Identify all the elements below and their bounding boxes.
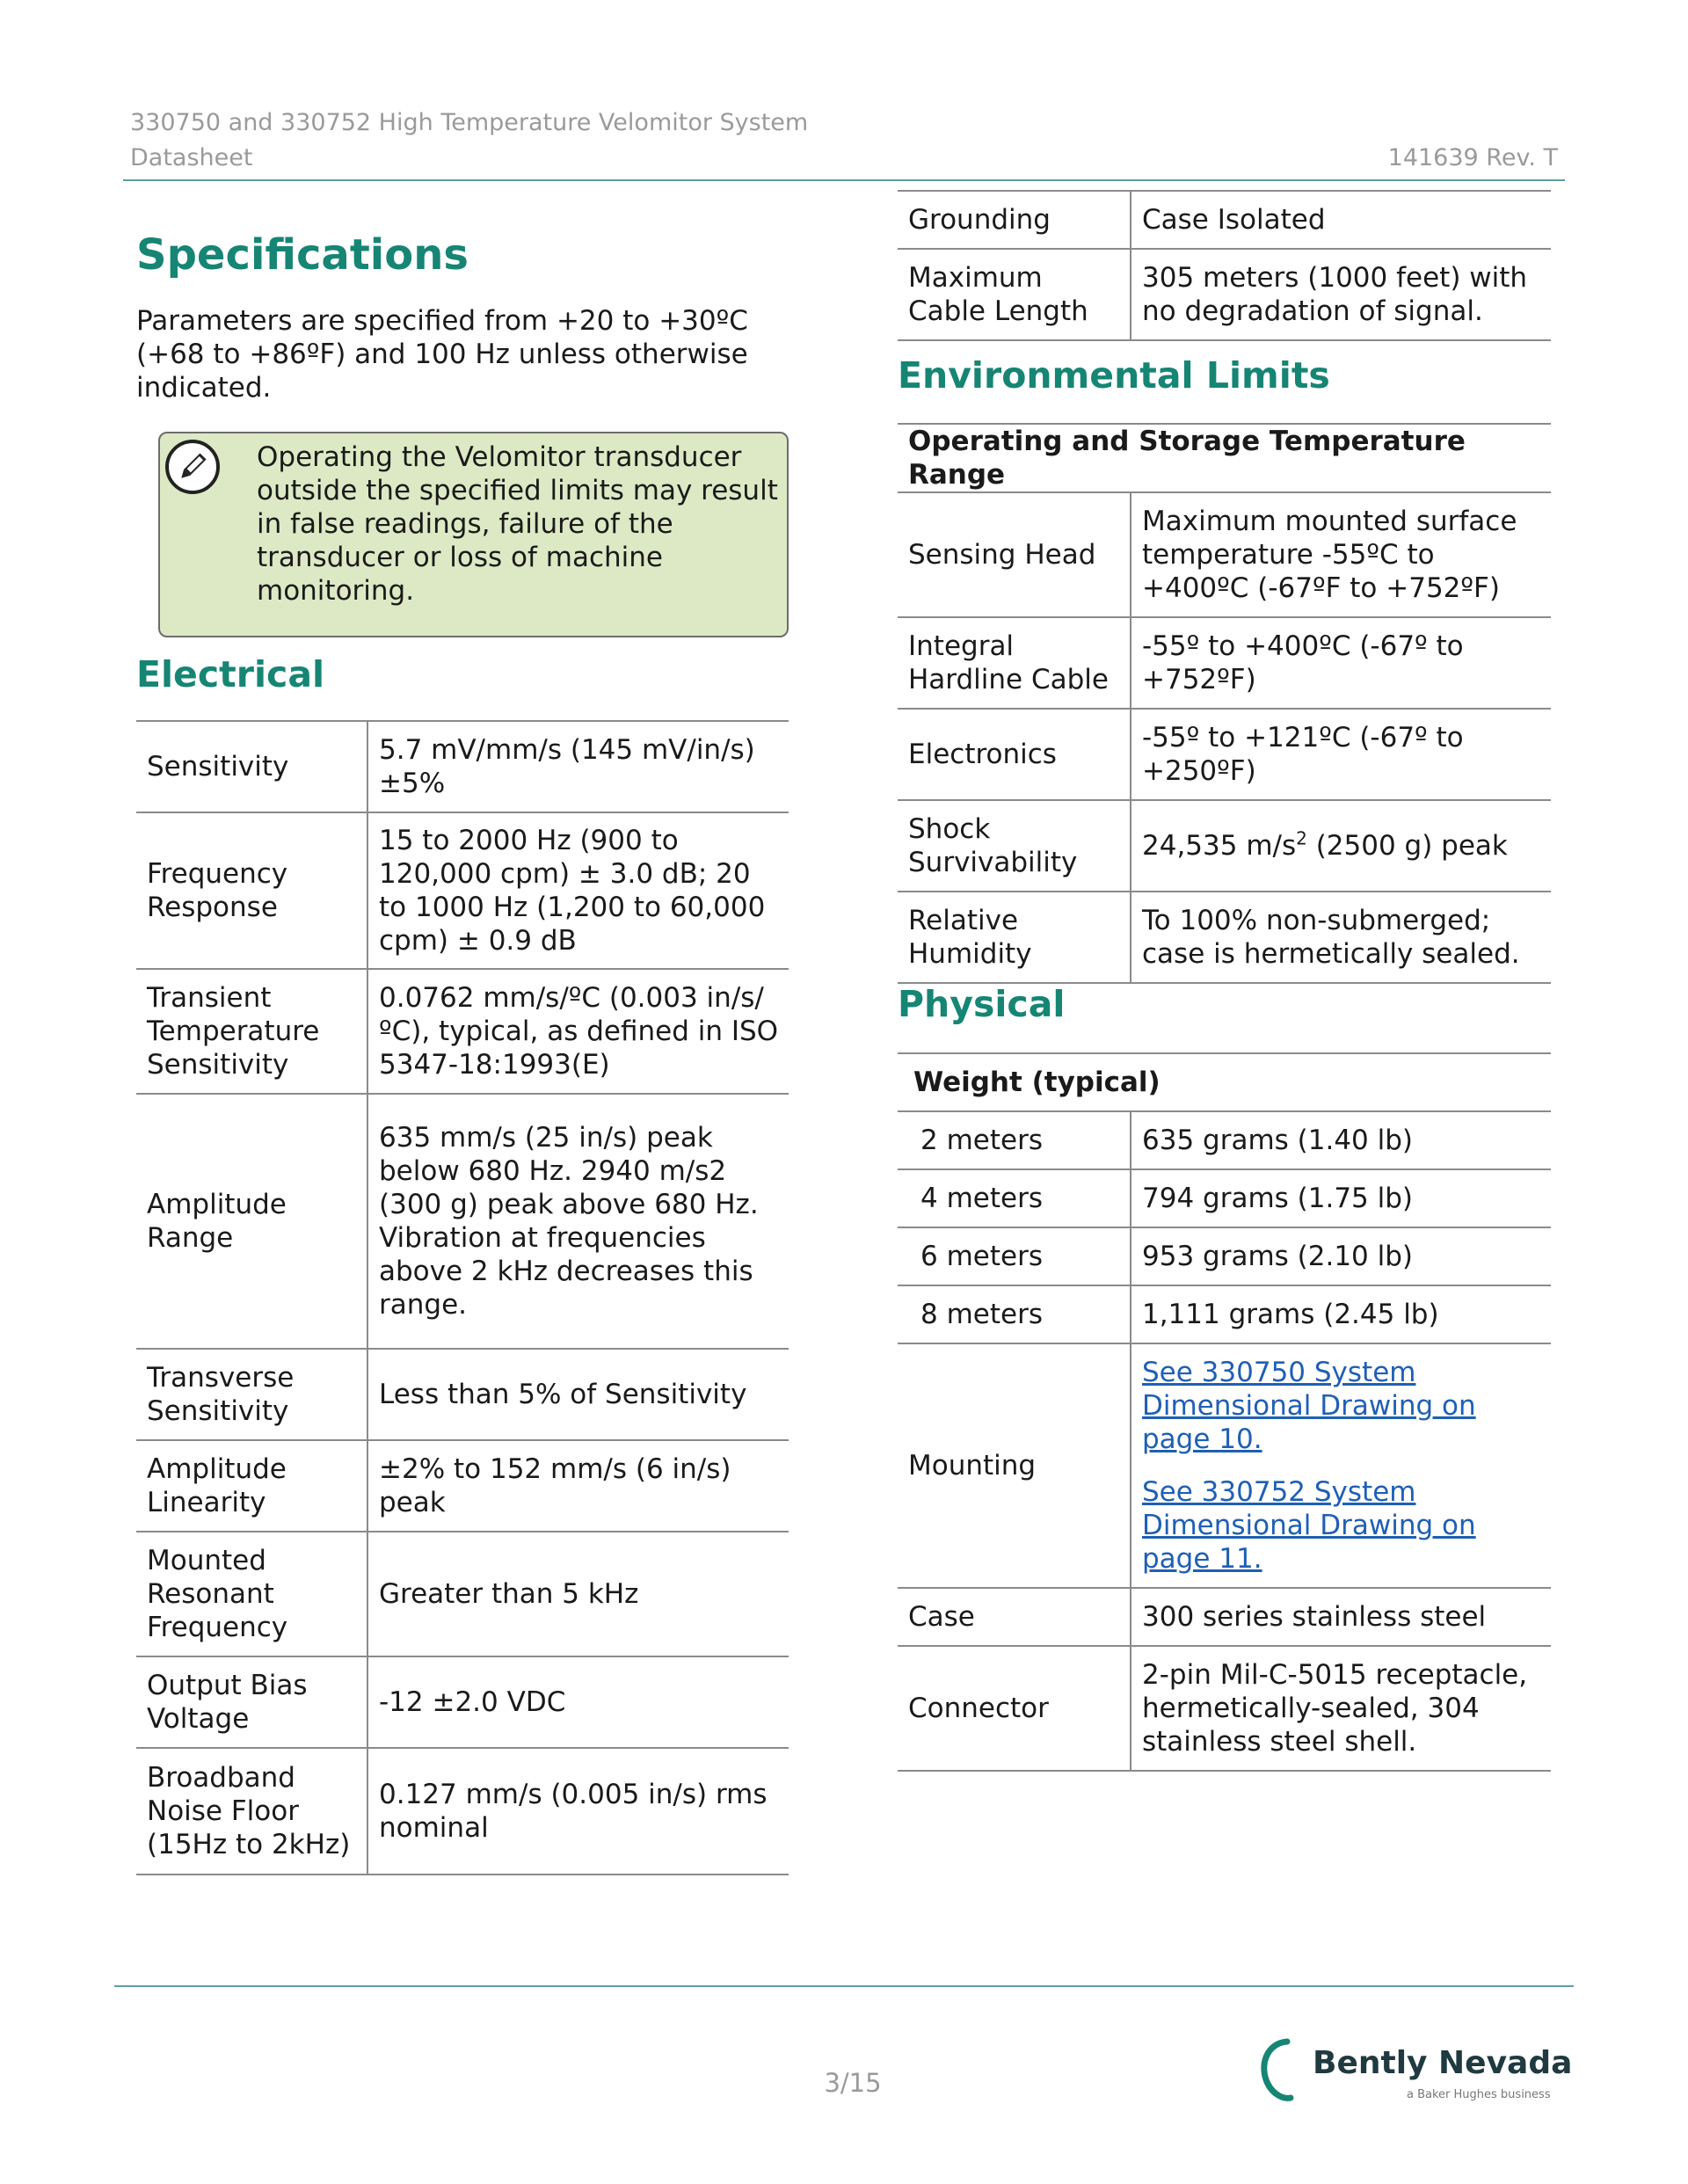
row-value: 0.0762 mm/s/ºC (0.003 in/s/ºC), typical, as defined in ISO 5347-18:1993(E) bbox=[367, 969, 789, 1094]
environmental-table bbox=[898, 423, 1551, 984]
table-row bbox=[898, 1285, 1551, 1343]
table-row bbox=[136, 812, 789, 969]
row-value: Case Isolated bbox=[1131, 191, 1551, 249]
page-number: 3/15 bbox=[824, 2068, 882, 2098]
drawing-link-330750[interactable]: See 330750 System Dimensional Drawing on page 10. bbox=[1142, 1357, 1476, 1455]
row-label: Frequency Response bbox=[136, 812, 367, 969]
table-row bbox=[898, 1646, 1551, 1771]
row-label: Transient Temperature Sensitivity bbox=[136, 969, 367, 1094]
row-value: To 100% non-submerged; case is hermetically sealed. bbox=[1131, 892, 1551, 983]
logo-tagline: a Baker Hughes business bbox=[1407, 2088, 1551, 2101]
table-row bbox=[136, 1440, 789, 1532]
table-row bbox=[898, 617, 1551, 709]
table-row bbox=[898, 492, 1551, 617]
row-label: Relative Humidity bbox=[898, 892, 1131, 983]
row-value bbox=[1131, 800, 1551, 892]
row-value: 1,111 grams (2.45 lb) bbox=[1131, 1285, 1551, 1343]
row-label: Sensing Head bbox=[898, 492, 1131, 617]
caution-note bbox=[158, 432, 789, 637]
table-row bbox=[898, 191, 1551, 249]
row-label: Amplitude Linearity bbox=[136, 1440, 367, 1532]
doc-subtitle: Datasheet bbox=[130, 144, 253, 171]
table-row bbox=[136, 1656, 789, 1748]
bently-nevada-swoosh-icon bbox=[1257, 2035, 1310, 2105]
table-row bbox=[898, 1227, 1551, 1285]
row-value: 5.7 mV/mm/s (145 mV/in/s) ±5% bbox=[367, 721, 789, 812]
table-row bbox=[136, 1349, 789, 1440]
doc-title: 330750 and 330752 High Temperature Velomitor System bbox=[130, 109, 809, 136]
row-value: 2-pin Mil-C-5015 receptacle, hermetically-sealed, 304 stainless steel shell. bbox=[1131, 1646, 1551, 1771]
row-label: Mounted Resonant Frequency bbox=[136, 1532, 367, 1656]
table-row bbox=[136, 1748, 789, 1875]
specifications-heading: Specifications bbox=[136, 230, 469, 280]
row-value: 953 grams (2.10 lb) bbox=[1131, 1227, 1551, 1285]
header-divider bbox=[123, 179, 1565, 181]
row-value: 635 grams (1.40 lb) bbox=[1131, 1111, 1551, 1169]
environmental-limits-heading: Environmental Limits bbox=[898, 354, 1330, 397]
bently-nevada-logo bbox=[1257, 2035, 1573, 2105]
table-row bbox=[136, 721, 789, 812]
note-text: Operating the Velomitor transducer outside the specified limits may result in false readings, failure of the transducer or loss of machine monitoring. bbox=[257, 441, 778, 607]
row-label: 2 meters bbox=[898, 1111, 1131, 1169]
row-value: 794 grams (1.75 lb) bbox=[1131, 1169, 1551, 1227]
row-label: Output Bias Voltage bbox=[136, 1656, 367, 1748]
row-value: Greater than 5 kHz bbox=[367, 1532, 789, 1656]
pencil-icon bbox=[165, 440, 220, 494]
row-value: ±2% to 152 mm/s (6 in/s) peak bbox=[367, 1440, 789, 1532]
table-row bbox=[898, 1169, 1551, 1227]
row-value: 305 meters (1000 feet) with no degradation of signal. bbox=[1131, 249, 1551, 340]
physical-heading: Physical bbox=[898, 983, 1066, 1025]
temperature-range-heading: Operating and Storage Temperature Range bbox=[898, 424, 1551, 492]
footer-divider bbox=[114, 1985, 1574, 1987]
row-label: Electronics bbox=[898, 709, 1131, 800]
row-label: Transverse Sensitivity bbox=[136, 1349, 367, 1440]
row-label: 4 meters bbox=[898, 1169, 1131, 1227]
table-row bbox=[898, 800, 1551, 892]
electrical-heading: Electrical bbox=[136, 653, 325, 695]
row-value bbox=[1131, 1343, 1551, 1588]
table-row bbox=[136, 1532, 789, 1656]
table-row bbox=[898, 892, 1551, 983]
table-row bbox=[898, 1588, 1551, 1646]
row-label: Maximum Cable Length bbox=[898, 249, 1131, 340]
row-value: -55º to +121ºC (-67º to +250ºF) bbox=[1131, 709, 1551, 800]
row-value: 0.127 mm/s (0.005 in/s) rms nominal bbox=[367, 1748, 789, 1875]
weight-heading: Weight (typical) bbox=[898, 1053, 1551, 1111]
row-value: 300 series stainless steel bbox=[1131, 1588, 1551, 1646]
row-label: Case bbox=[898, 1588, 1131, 1646]
table-row bbox=[898, 249, 1551, 340]
row-label: Connector bbox=[898, 1646, 1131, 1771]
physical-table bbox=[898, 1052, 1551, 1772]
row-label: Integral Hardline Cable bbox=[898, 617, 1131, 709]
table-subheader bbox=[898, 1053, 1551, 1111]
row-label: Broadband Noise Floor (15Hz to 2kHz) bbox=[136, 1748, 367, 1875]
table-subheader bbox=[898, 424, 1551, 492]
superscript: 2 bbox=[1296, 827, 1307, 849]
row-value: Maximum mounted surface temperature -55ºC to +400ºC (-67ºF to +752ºF) bbox=[1131, 492, 1551, 617]
row-label: Grounding bbox=[898, 191, 1131, 249]
electrical-table bbox=[136, 720, 789, 1875]
row-value: 635 mm/s (25 in/s) peak below 680 Hz. 2940 m/s2 (300 g) peak above 680 Hz. Vibration at frequencies above 2 kHz decreases this range. bbox=[367, 1094, 789, 1349]
intro-paragraph: Parameters are specified from +20 to +30ºC (+68 to +86ºF) and 100 Hz unless otherwise indicated. bbox=[136, 305, 748, 404]
table-row bbox=[898, 1343, 1551, 1588]
shock-value-suffix: (2500 g) peak bbox=[1306, 830, 1508, 862]
table-row bbox=[898, 709, 1551, 800]
table-row bbox=[136, 1094, 789, 1349]
row-label: Amplitude Range bbox=[136, 1094, 367, 1349]
table-row bbox=[898, 1111, 1551, 1169]
row-value: Less than 5% of Sensitivity bbox=[367, 1349, 789, 1440]
table-row bbox=[136, 969, 789, 1094]
general-table bbox=[898, 190, 1551, 341]
logo-name: Bently Nevada bbox=[1313, 2045, 1573, 2081]
doc-number: 141639 Rev. T bbox=[1387, 144, 1558, 171]
row-label: Mounting bbox=[898, 1343, 1131, 1588]
row-value: -12 ±2.0 VDC bbox=[367, 1656, 789, 1748]
row-value: 15 to 2000 Hz (900 to 120,000 cpm) ± 3.0 dB; 20 to 1000 Hz (1,200 to 60,000 cpm) ± 0.9 dB bbox=[367, 812, 789, 969]
row-label: 8 meters bbox=[898, 1285, 1131, 1343]
row-label: 6 meters bbox=[898, 1227, 1131, 1285]
row-label: Sensitivity bbox=[136, 721, 367, 812]
row-value: -55º to +400ºC (-67º to +752ºF) bbox=[1131, 617, 1551, 709]
shock-value: 24,535 m/s bbox=[1142, 830, 1297, 862]
drawing-link-330752[interactable]: See 330752 System Dimensional Drawing on page 11. bbox=[1142, 1476, 1476, 1575]
row-label: Shock Survivability bbox=[898, 800, 1131, 892]
